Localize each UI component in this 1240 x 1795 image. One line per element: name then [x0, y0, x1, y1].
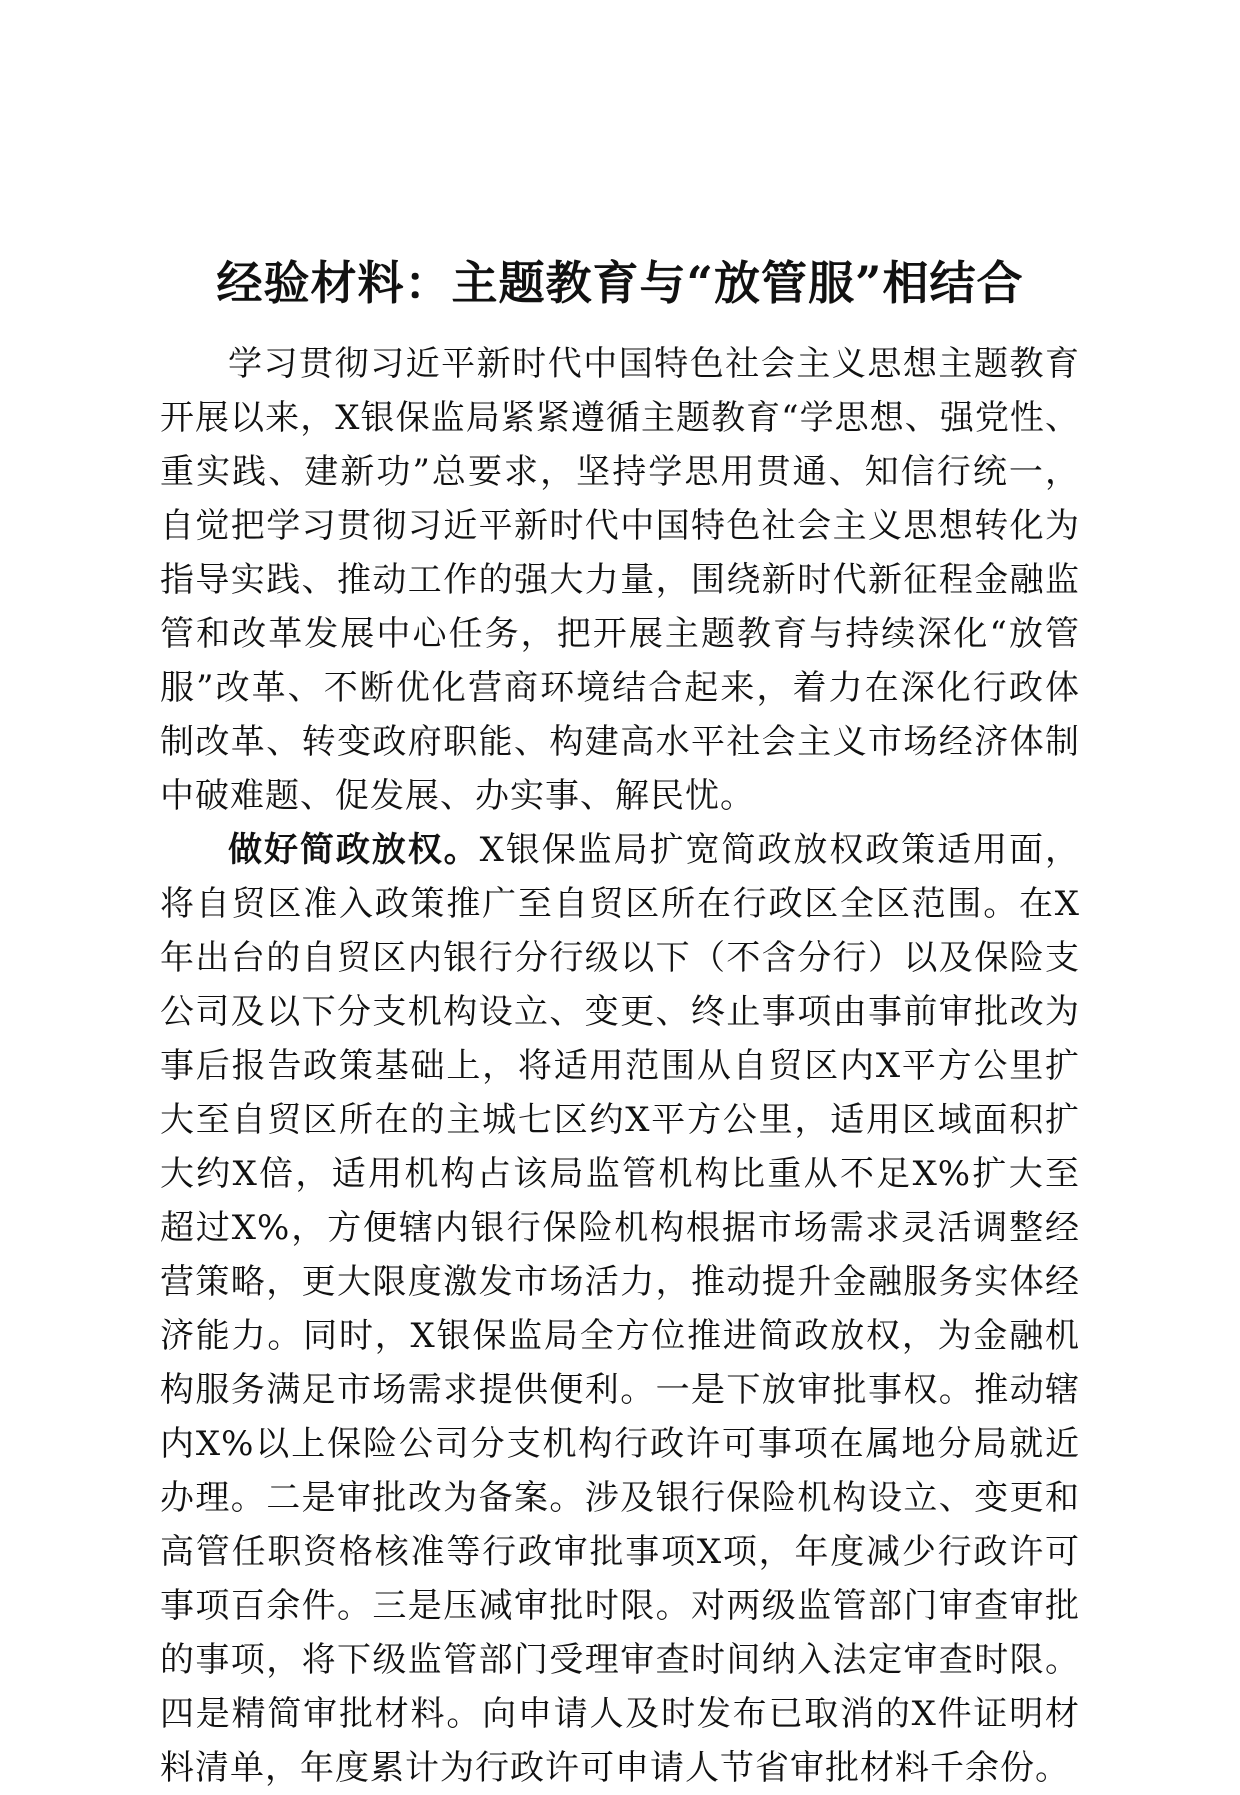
paragraph-lead-heading: 做好简政放权。: [228, 830, 480, 870]
paragraph-intro: [160, 337, 1080, 823]
document-title: 经验材料：主题教育与“放管服”相结合: [216, 256, 1024, 310]
paragraph-simplify-administration-text: X银保监局扩宽简政放权政策适用面，将自贸区准入政策推广至自贸区所在行政区全区范围。在X年出台的自贸区内银行分行级以下（不含分行）以及保险支公司及以下分支机构设立、变更、终止事项由事前审批改为事后报告政策基础上，将适用范围从自贸区内X平方公里扩大至自贸区所在的主城七区约X平方公里，适用区域面积扩大约X倍，适用机构占该局监管机构比重从不足X%扩大至超过X%，方便辖内银行保险机构根据市场需求灵活调整经营策略，更大限度激发市场活力，推动提升金融服务实体经济能力。同时，X银保监局全方位推进简政放权，为金融机构服务满足市场需求提供便利。一是下放审批事权。推动辖内X%以上保险公司分支机构行政许可事项在属地分局就近办理。二是审批改为备案。涉及银行保险机构设立、变更和高管任职资格核准等行政审批事项X项，年度减少行政许可事项百余件。三是压减审批时限。对两级监管部门审查审批的事项，将下级监管部门受理审查时间纳入法定审查时限。四是精简审批材料。向申请人及时发布已取消的X件证明材料清单，年度累计为行政许可申请人节省审批材料千余份。: [160, 830, 1080, 1788]
paragraph-simplify-administration: [160, 823, 1080, 1795]
document-body: [160, 337, 1080, 1795]
paragraph-intro-text: 学习贯彻习近平新时代中国特色社会主义思想主题教育开展以来，X银保监局紧紧遵循主题教育“学思想、强党性、重实践、建新功”总要求，坚持学思用贯通、知信行统一，自觉把学习贯彻习近平新时代中国特色社会主义思想转化为指导实践、推动工作的强大力量，围绕新时代新征程金融监管和改革发展中心任务，把开展主题教育与持续深化“放管服”改革、不断优化营商环境结合起来，着力在深化行政体制改革、转变政府职能、构建高水平社会主义市场经济体制中破难题、促发展、办实事、解民忧。: [160, 344, 1080, 816]
